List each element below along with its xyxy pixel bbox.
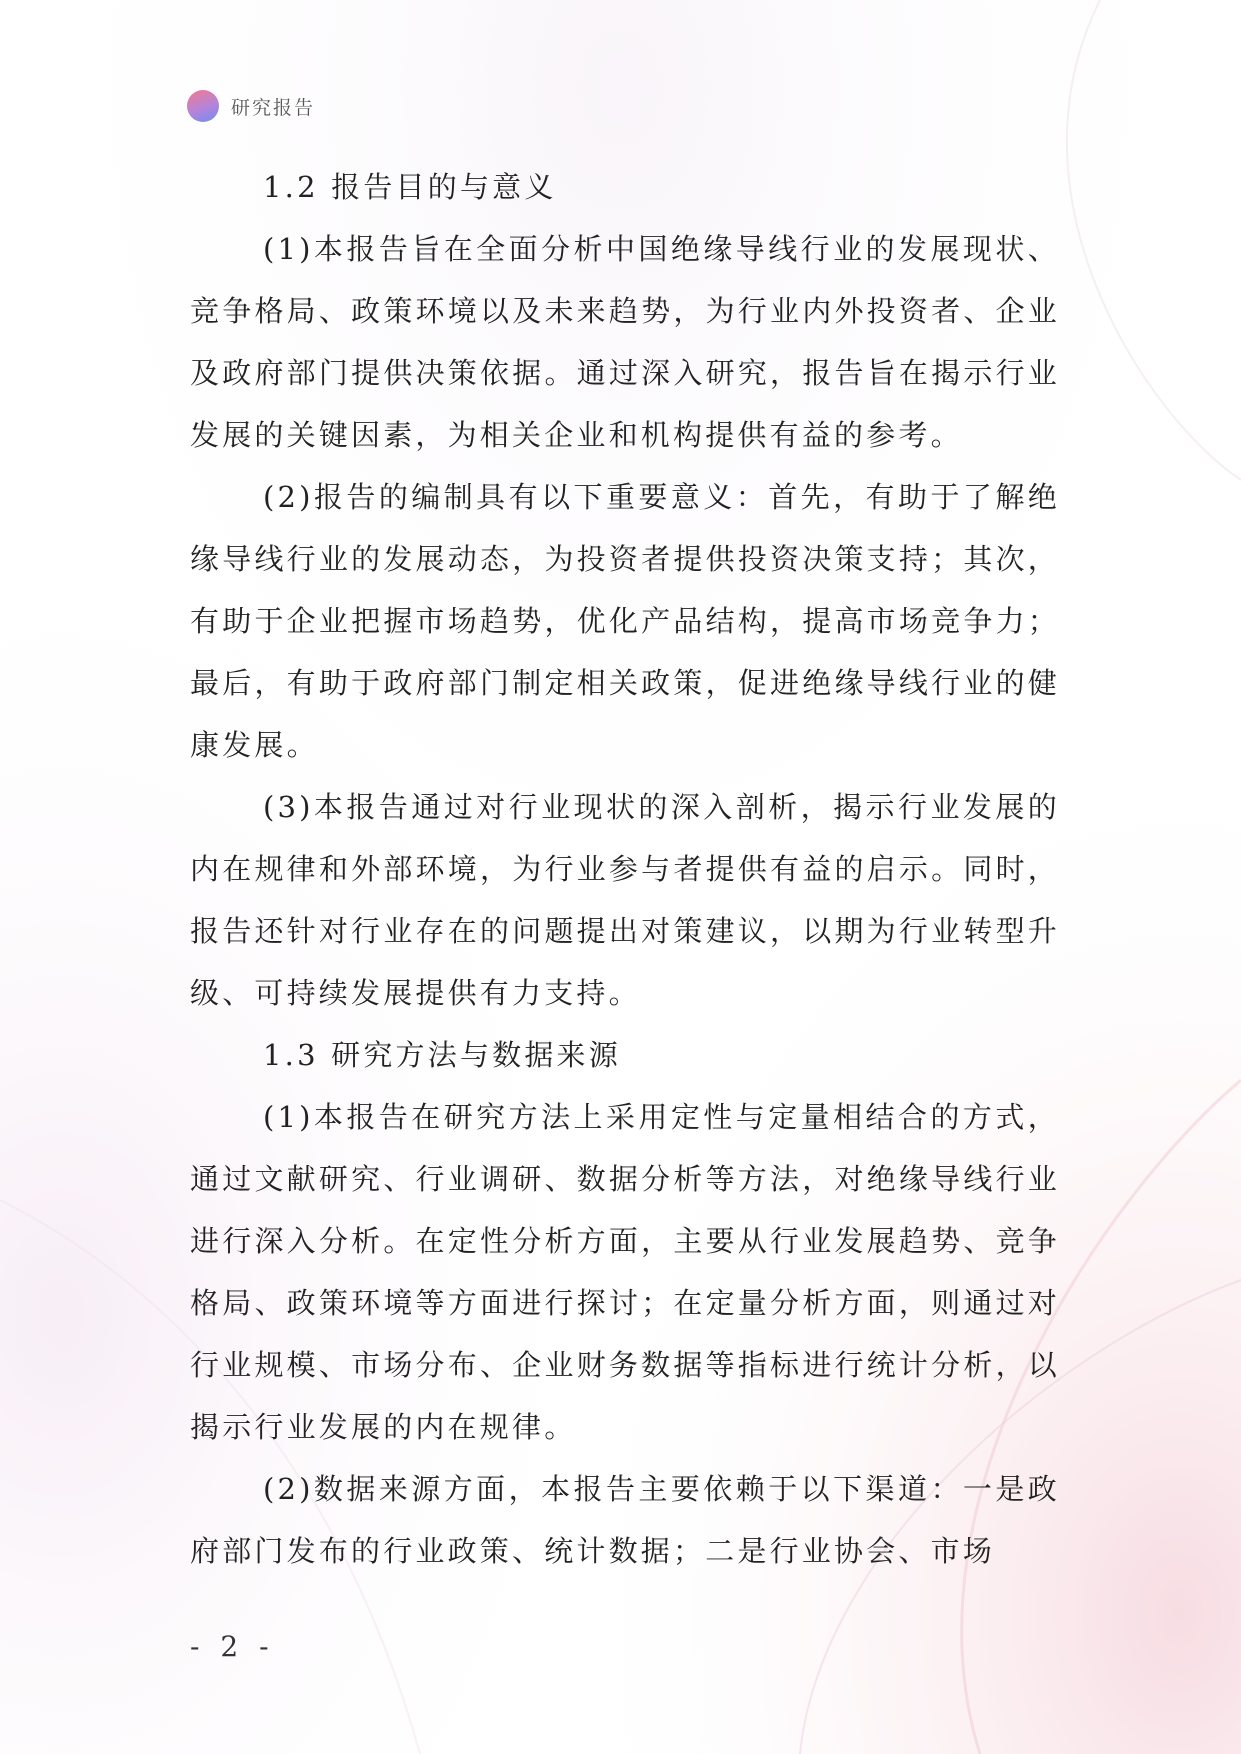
paragraph-method-2: (2)数据来源方面，本报告主要依赖于以下渠道：一是政府部门发布的行业政策、统计数据；二是行业协会、市场 <box>190 1472 1060 1568</box>
header-title: 研究报告 <box>231 96 316 119</box>
paragraph-purpose-2: (2)报告的编制具有以下重要意义：首先，有助于了解绝缘导线行业的发展动态，为投资者提供投资决策支持；其次，有助于企业把握市场趋势，优化产品结构，提高市场竞争力；最后，有助于政府部门制定相关政策，促进绝缘导线行业的健康发展。 <box>190 480 1060 762</box>
paragraph-purpose-1: (1)本报告旨在全面分析中国绝缘导线行业的发展现状、竞争格局、政策环境以及未来趋势，为行业内外投资者、企业及政府部门提供决策依据。通过深入研究，报告旨在揭示行业发展的关键因素，为相关企业和机构提供有益的参考。 <box>190 232 1060 452</box>
document-body <box>190 156 1060 1582</box>
page-number: - 2 - <box>190 1630 275 1663</box>
section-heading-1-3: 1.3 研究方法与数据来源 <box>263 1038 621 1072</box>
section-heading-1-2: 1.2 报告目的与意义 <box>263 170 557 204</box>
logo-circle-icon <box>187 90 219 122</box>
report-header <box>187 88 315 124</box>
paragraph-method-1: (1)本报告在研究方法上采用定性与定量相结合的方式，通过文献研究、行业调研、数据分析等方法，对绝缘导线行业进行深入分析。在定性分析方面，主要从行业发展趋势、竞争格局、政策环境等方面进行探讨；在定量分析方面，则通过对行业规模、市场分布、企业财务数据等指标进行统计分析，以揭示行业发展的内在规律。 <box>190 1100 1060 1444</box>
paragraph-purpose-3: (3)本报告通过对行业现状的深入剖析，揭示行业发展的内在规律和外部环境，为行业参与者提供有益的启示。同时，报告还针对行业存在的问题提出对策建议，以期为行业转型升级、可持续发展提供有力支持。 <box>190 790 1060 1010</box>
